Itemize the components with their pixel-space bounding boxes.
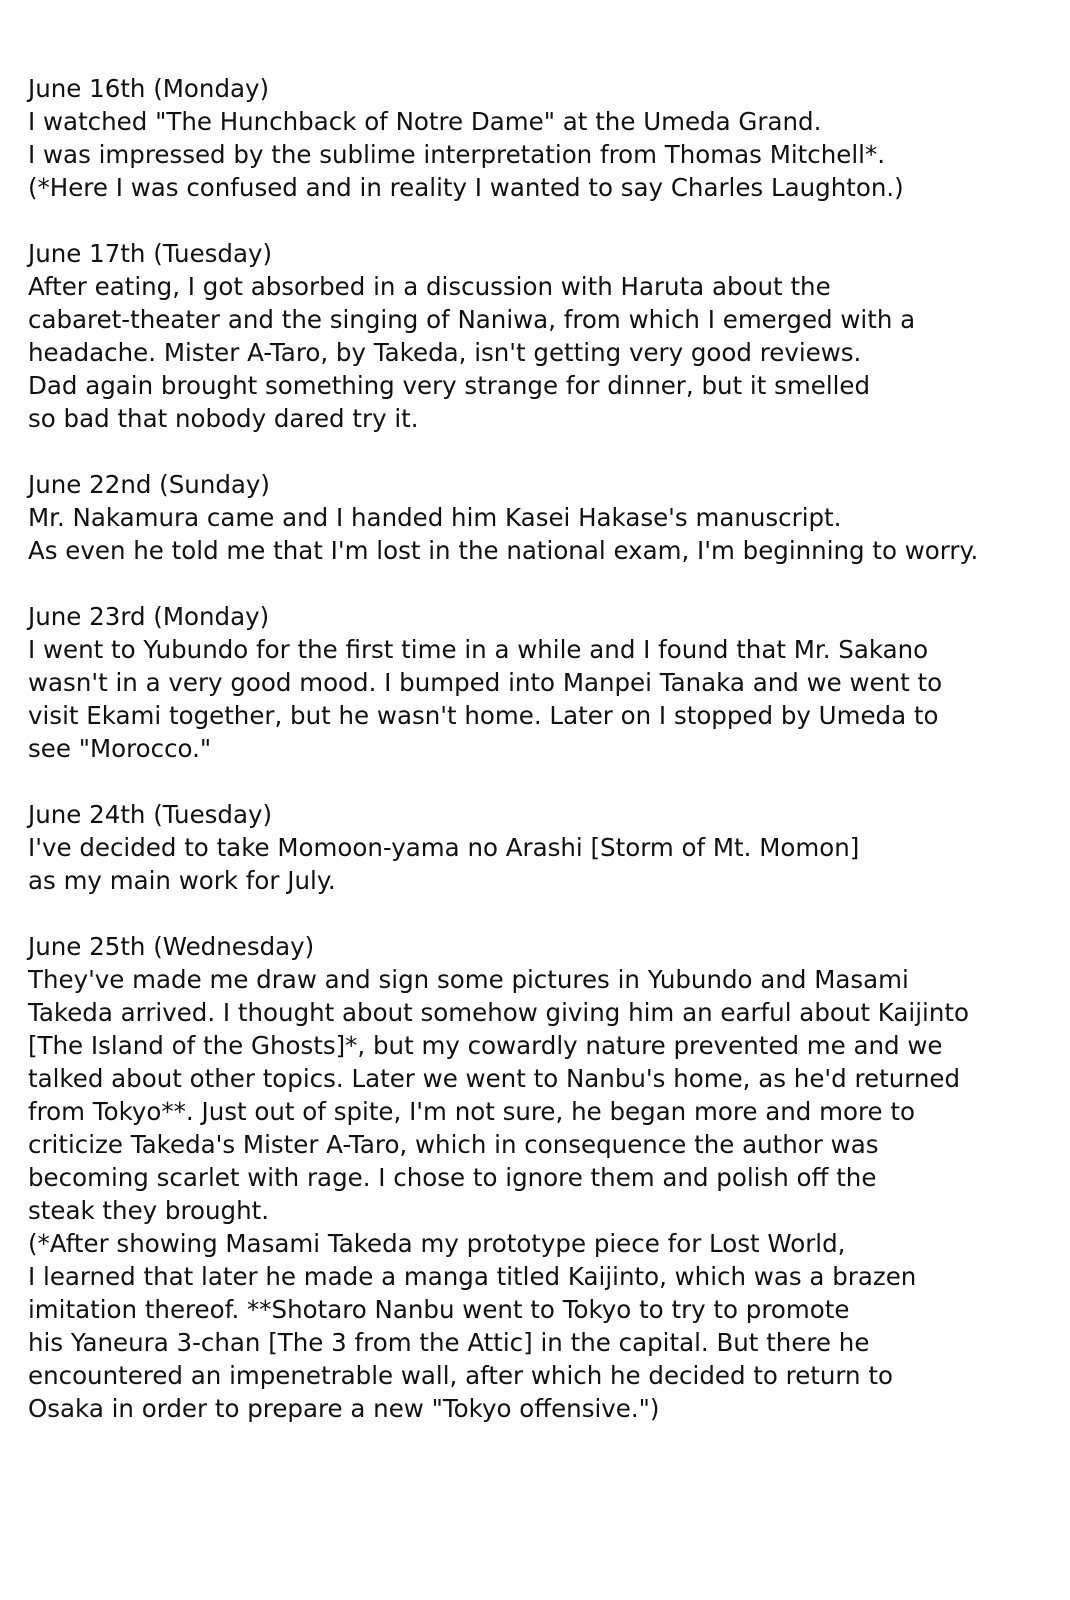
entry-footnote-line: imitation thereof. **Shotaro Nanbu went to Tokyo to try to promote [28,1295,850,1324]
entry-line: wasn't in a very good mood. I bumped into Manpei Tanaka and we went to [28,668,943,697]
entry-line: They've made me draw and sign some pictures in Yubundo and Masami [28,965,909,994]
diary-entry-june-17 [28,237,1048,435]
entry-date: June 22nd (Sunday) [28,470,270,499]
entry-line: Mr. Nakamura came and I handed him Kasei Hakase's manuscript. [28,503,842,532]
entry-line: Dad again brought something very strange for dinner, but it smelled [28,371,871,400]
entry-line: I was impressed by the sublime interpretation from Thomas Mitchell*. [28,140,885,169]
entry-line: As even he told me that I'm lost in the national exam, I'm beginning to worry. [28,536,979,565]
entry-line: I watched "The Hunchback of Notre Dame" at the Umeda Grand. [28,107,822,136]
diary-page [28,72,1048,1458]
diary-entry-june-16 [28,72,1048,204]
entry-line: I've decided to take Momoon-yama no Arashi [Storm of Mt. Momon] [28,833,860,862]
entry-line: criticize Takeda's Mister A-Taro, which in consequence the author was [28,1130,879,1159]
entry-footnote-line: Osaka in order to prepare a new "Tokyo offensive.") [28,1394,660,1423]
entry-line: steak they brought. [28,1196,270,1225]
entry-footnote-line: I learned that later he made a manga titled Kaijinto, which was a brazen [28,1262,917,1291]
entry-line: Takeda arrived. I thought about somehow giving him an earful about Kaijinto [28,998,969,1027]
entry-line: (*Here I was confused and in reality I wanted to say Charles Laughton.) [28,173,904,202]
entry-line: from Tokyo**. Just out of spite, I'm not sure, he began more and more to [28,1097,915,1126]
entry-line: I went to Yubundo for the first time in a while and I found that Mr. Sakano [28,635,929,664]
entry-line: headache. Mister A-Taro, by Takeda, isn't getting very good reviews. [28,338,862,367]
entry-footnote-line: his Yaneura 3-chan [The 3 from the Attic] in the capital. But there he [28,1328,870,1357]
entry-date: June 16th (Monday) [28,74,270,103]
entry-line: see "Morocco." [28,734,212,763]
entry-line: [The Island of the Ghosts]*, but my cowardly nature prevented me and we [28,1031,943,1060]
entry-line: becoming scarlet with rage. I chose to ignore them and polish off the [28,1163,877,1192]
entry-date: June 23rd (Monday) [28,602,270,631]
entry-date: June 17th (Tuesday) [28,239,273,268]
entry-line: so bad that nobody dared try it. [28,404,419,433]
entry-line: visit Ekami together, but he wasn't home. Later on I stopped by Umeda to [28,701,939,730]
entry-footnote-line: (*After showing Masami Takeda my prototype piece for Lost World, [28,1229,846,1258]
entry-line: After eating, I got absorbed in a discussion with Haruta about the [28,272,831,301]
entry-footnote-line: encountered an impenetrable wall, after which he decided to return to [28,1361,893,1390]
entry-date: June 24th (Tuesday) [28,800,273,829]
entry-line: talked about other topics. Later we went to Nanbu's home, as he'd returned [28,1064,961,1093]
entry-line: as my main work for July. [28,866,336,895]
diary-entry-june-22 [28,468,1048,567]
diary-entry-june-25 [28,930,1048,1425]
entry-line: cabaret-theater and the singing of Naniwa, from which I emerged with a [28,305,916,334]
diary-entry-june-23 [28,600,1048,765]
entry-date: June 25th (Wednesday) [28,932,315,961]
diary-entry-june-24 [28,798,1048,897]
